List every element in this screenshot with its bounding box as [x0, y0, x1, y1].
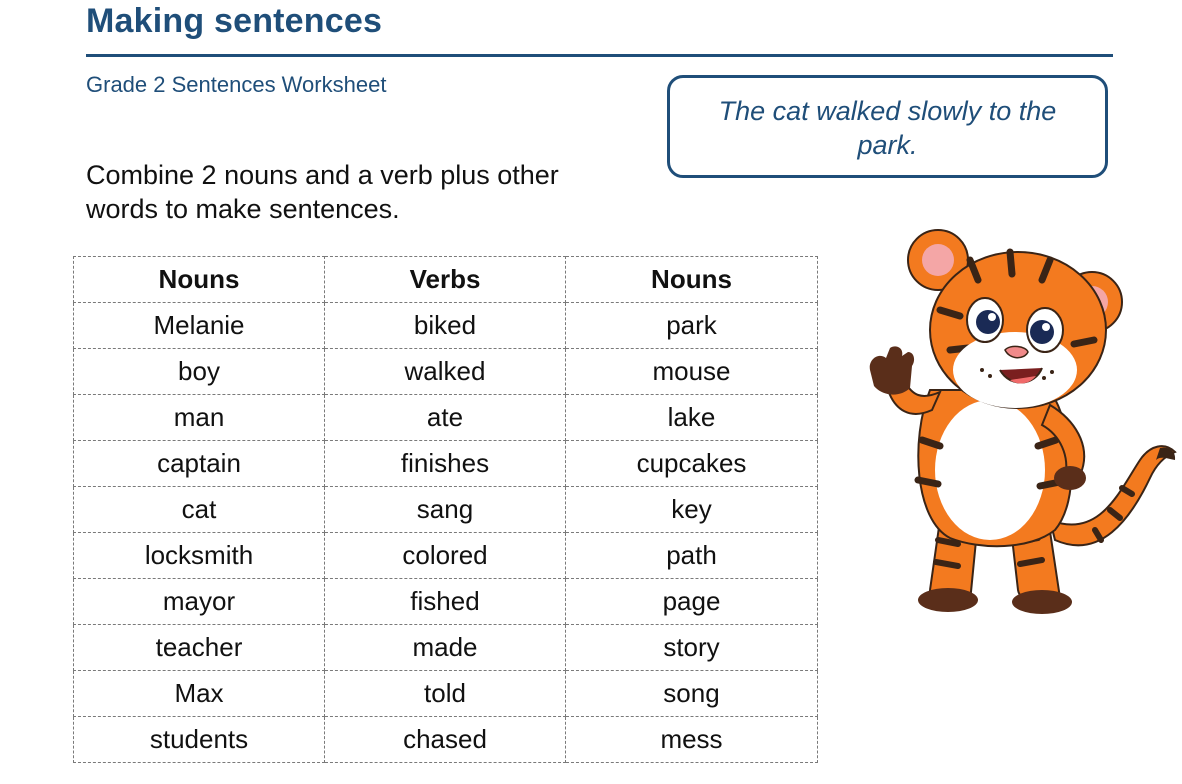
- table-cell: story: [566, 625, 818, 671]
- table-cell: song: [566, 671, 818, 717]
- table-cell: man: [74, 395, 325, 441]
- table-cell: mouse: [566, 349, 818, 395]
- table-row: [74, 625, 818, 671]
- table-cell: teacher: [74, 625, 325, 671]
- table-row: [74, 395, 818, 441]
- example-sentence-box: [667, 75, 1108, 178]
- table-cell: colored: [325, 533, 566, 579]
- table-cell: students: [74, 717, 325, 763]
- table-row: [74, 717, 818, 763]
- table-cell: walked: [325, 349, 566, 395]
- table-cell: told: [325, 671, 566, 717]
- table-cell: sang: [325, 487, 566, 533]
- column-header-verbs: Verbs: [325, 257, 566, 303]
- table-row: [74, 441, 818, 487]
- table-cell: chased: [325, 717, 566, 763]
- column-header-nouns: Nouns: [74, 257, 325, 303]
- table-cell: captain: [74, 441, 325, 487]
- title-divider: [86, 54, 1113, 57]
- table-cell: made: [325, 625, 566, 671]
- table-row: [74, 671, 818, 717]
- page-subtitle: Grade 2 Sentences Worksheet: [86, 72, 387, 97]
- table-cell: key: [566, 487, 818, 533]
- table-cell: Max: [74, 671, 325, 717]
- table-row: [74, 487, 818, 533]
- table-cell: cupcakes: [566, 441, 818, 487]
- table-header-row: [74, 257, 818, 303]
- example-sentence: The cat walked slowly to the park.: [718, 96, 1057, 160]
- table-row: [74, 579, 818, 625]
- table-cell: Melanie: [74, 303, 325, 349]
- tiger-cartoon-icon: [860, 220, 1180, 620]
- table-cell: biked: [325, 303, 566, 349]
- table-cell: ate: [325, 395, 566, 441]
- table-cell: path: [566, 533, 818, 579]
- table-cell: cat: [74, 487, 325, 533]
- table-cell: fished: [325, 579, 566, 625]
- table-row: [74, 349, 818, 395]
- instructions-text: Combine 2 nouns and a verb plus other words to make sentences.: [86, 160, 559, 224]
- table-row: [74, 533, 818, 579]
- table-row: [74, 303, 818, 349]
- table-cell: mess: [566, 717, 818, 763]
- table-cell: finishes: [325, 441, 566, 487]
- table-cell: lake: [566, 395, 818, 441]
- page-title: Making sentences: [86, 2, 383, 40]
- table-cell: mayor: [74, 579, 325, 625]
- word-table: [73, 256, 818, 763]
- table-cell: locksmith: [74, 533, 325, 579]
- column-header-nouns-2: Nouns: [566, 257, 818, 303]
- table-cell: park: [566, 303, 818, 349]
- table-cell: boy: [74, 349, 325, 395]
- table-cell: page: [566, 579, 818, 625]
